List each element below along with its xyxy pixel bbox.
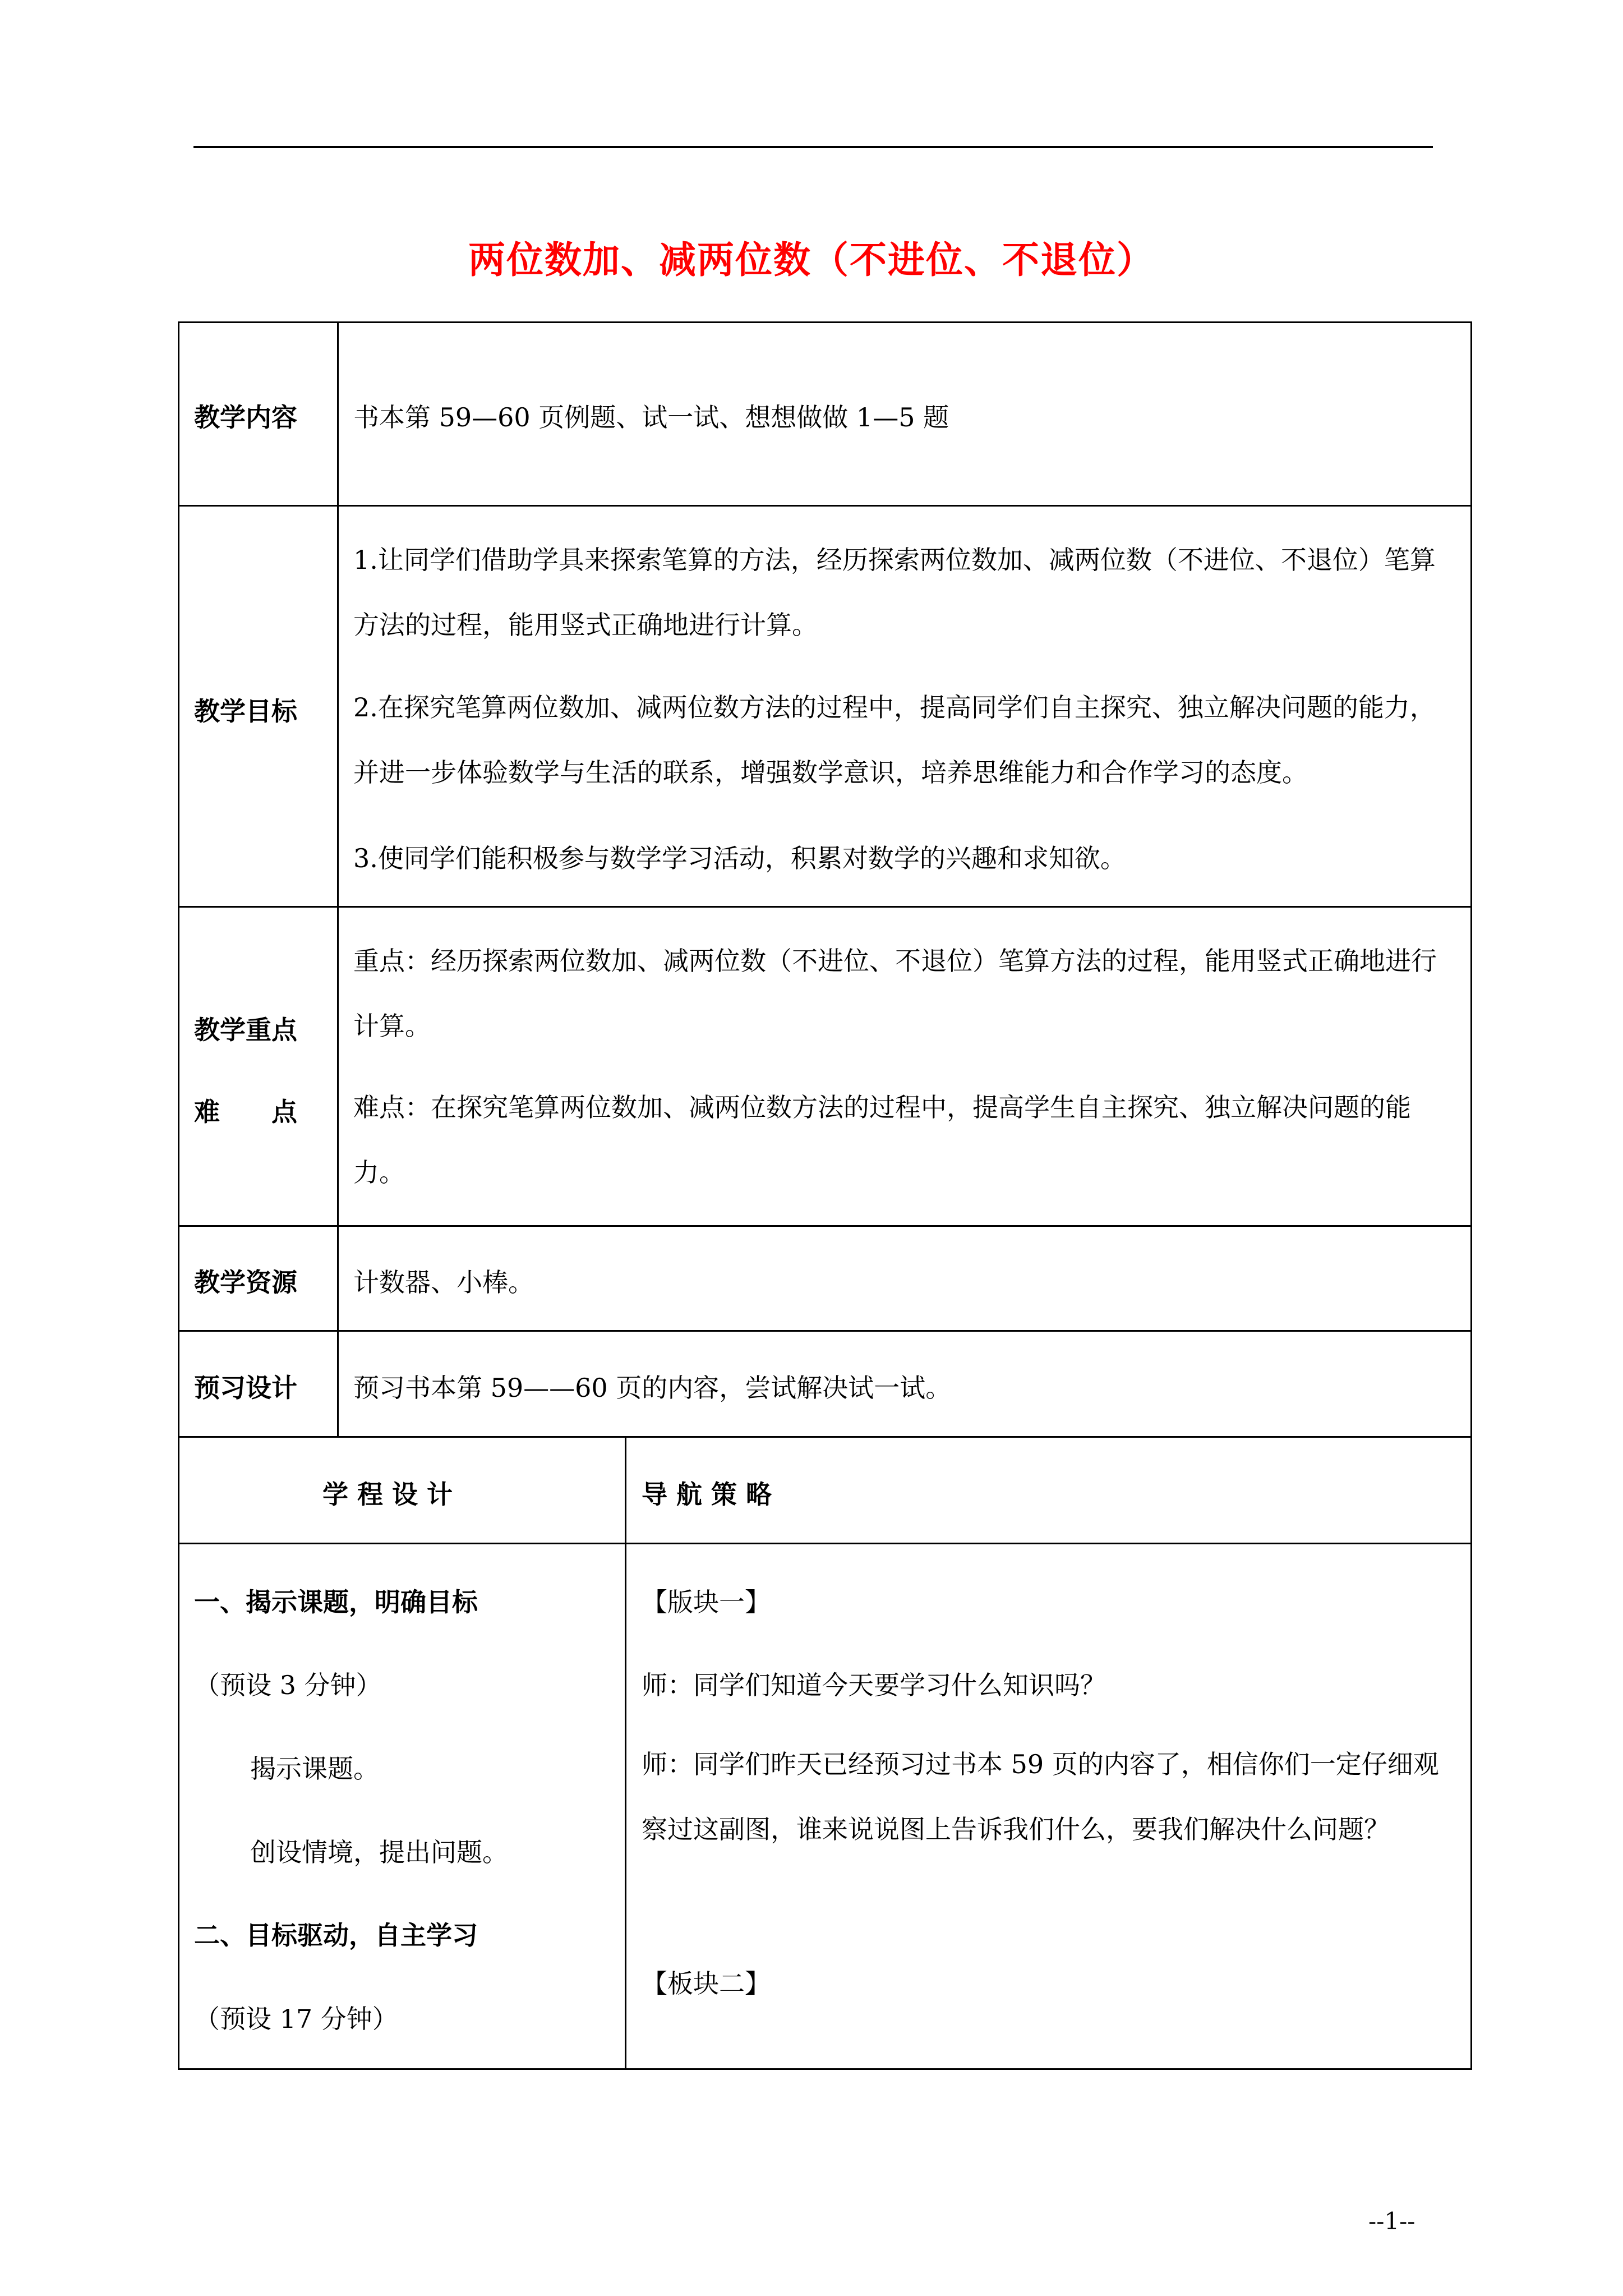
row-keypoints-label-cell [178, 906, 339, 1227]
row-resources-label: 教学资源 [194, 1267, 297, 1297]
teacher-line-1: 师：同学们知道今天要学习什么知识吗？ [642, 1670, 1106, 1700]
objective-3: 3.使同学们能积极参与数学学习活动，积累对数学的兴趣和求知欲。 [353, 843, 1126, 873]
step-2-time: （预设 17 分钟） [194, 2004, 398, 2034]
step-2-heading: 二、目标驱动，自主学习 [194, 1920, 478, 1950]
lower-left-body-cell [178, 1543, 626, 2070]
section-1-label: 【版块一】 [642, 1587, 771, 1617]
row-keypoints-label-2: 难 点 [194, 1097, 297, 1127]
row-keypoints-label-1: 教学重点 [194, 1015, 297, 1045]
row-content-text: 书本第 59—60 页例题、试一试、想想做做 1—5 题 [353, 402, 949, 432]
row-content-label: 教学内容 [194, 402, 297, 432]
key-point: 重点：经历探索两位数加、减两位数（不进位、不退位）笔算方法的过程，能用竖式正确地进行计算。 [353, 946, 1437, 1041]
section-2-label: 【板块二】 [642, 1968, 771, 1999]
row-objectives-label: 教学目标 [194, 696, 297, 726]
difficult-point: 难点：在探究笔算两位数加、减两位数方法的过程中，提高学生自主探究、独立解决问题的能力。 [353, 1092, 1411, 1188]
page-number: --1-- [1368, 2207, 1415, 2235]
row-preview-text: 预习书本第 59——60 页的内容，尝试解决试一试。 [353, 1373, 952, 1403]
teacher-line-2: 师：同学们昨天已经预习过书本 59 页的内容了，相信你们一定仔细观察过这副图，谁来说说图上告诉我们什么，要我们解决什么问题？ [642, 1749, 1439, 1844]
document-title: 两位数加、减两位数（不进位、不退位） [468, 238, 1155, 282]
row-preview-label: 预习设计 [194, 1373, 297, 1403]
lower-right-header: 导 航 策 略 [642, 1479, 772, 1510]
step-1-time: （预设 3 分钟） [194, 1670, 382, 1700]
step-1-heading: 一、揭示课题，明确目标 [194, 1587, 478, 1617]
step-1-item-1: 揭示课题。 [250, 1754, 379, 1784]
row-resources-text: 计数器、小棒。 [353, 1267, 534, 1297]
step-1-item-2: 创设情境，提出问题。 [250, 1837, 508, 1867]
header-rule [193, 146, 1433, 148]
objective-2: 2.在探究笔算两位数加、减两位数方法的过程中，提高同学们自主探究、独立解决问题的能力，并进一步体验数学与生活的联系，增强数学意识，培养思维能力和合作学习的态度。 [353, 692, 1436, 788]
objective-1: 1.让同学们借助学具来探索笔算的方法，经历探索两位数加、减两位数（不进位、不退位）笔算方法的过程，能用竖式正确地进行计算。 [353, 545, 1436, 640]
lower-left-header: 学 程 设 计 [322, 1479, 453, 1510]
